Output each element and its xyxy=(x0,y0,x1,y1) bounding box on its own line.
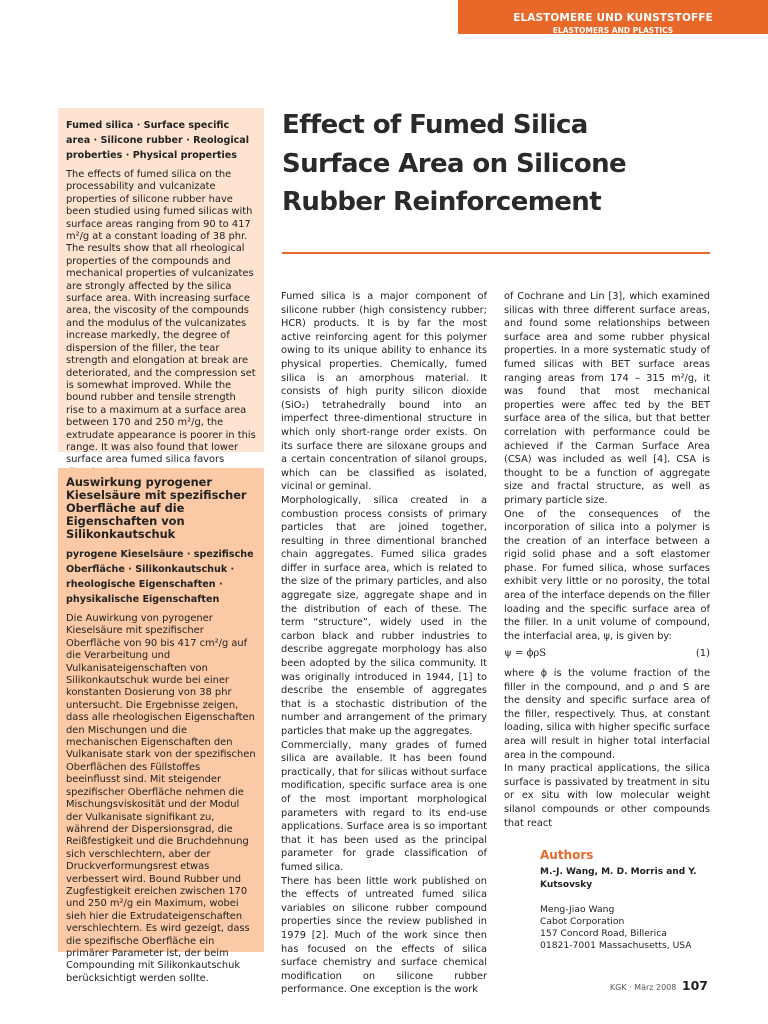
page-number: 107 xyxy=(681,978,708,993)
body-column-2 xyxy=(504,290,710,830)
article-title: Effect of Fumed Silica Surface Area on Silicone Rubber Reinforcement xyxy=(282,110,627,217)
paragraph: Morphologically, silica created in a combustion process consists of primary particles that are joined together, resulting in three dimentional branched chain aggregates. Fumed silica grades differ in surface area, which is related to the size of the primary particles, and also aggregate size, aggregate shape and in the distribution of each of these. The term “structure”, widely used in the carbon black and rubber industries to describe aggregate morphology has also been adopted by the silica community. It was originally introduced in 1944, [1] to describe the ensemble of aggregates that is a stochastic distribution of the number and arrangement of the primary particles that make up the aggregates. xyxy=(281,494,487,737)
address-line: Cabot Corporation xyxy=(540,916,625,927)
paragraph: Fumed silica is a major component of silicone rubber (high consistency rubber; HCR) products. It is by far the most active reinforcing agent for this polymer owing to its unique ability to enhance its physical properties. Chemically, fumed silica is an amorphous material. It consists of high purity silicon dioxide (SiO₂) tetrahedrally bound into an imperfect three-dimentional structure in which only short-range order exists. On its surface there are siloxane groups and a certain concentration of silanol groups, which can be classified as isolated, vicinal or geminal. xyxy=(281,291,487,493)
paragraph: Commercially, many grades of fumed silica are available. It has been found practically, that for silicas without surface modification, specific surface area is one of the most important morphological parameters with regard to its end-use applications. Surface area is so important that it has been used as the principal parameter for grade classification of fumed silica. xyxy=(281,739,487,873)
abstract-box-german xyxy=(58,468,264,984)
address-line: 157 Concord Road, Billerica xyxy=(540,928,667,939)
section-header xyxy=(458,0,768,34)
german-title: Auswirkung pyrogener Kieselsäure mit spezifischer Oberfläche auf die Eigenschaften von Silikonkautschuk xyxy=(66,475,247,541)
paragraph: One of the consequences of the incorporation of silica into a polymer is the creation of an interface between a rigid solid phase and a soft elastomer phase. For fumed silica, whose surfaces exhibit very little or no porosity, the total area of the interface depends on the filler loading and the specific surface area of the filler. In a unit volume of compound, the interfacial area, ψ, is given by: xyxy=(504,508,710,642)
author-address xyxy=(540,904,720,952)
journal-issue: KGK · März 2008 xyxy=(609,983,677,992)
section-subtitle: ELASTOMERS AND PLASTICS xyxy=(552,26,674,35)
paragraph: of Cochrane and Lin [3], which examined silicas with three different surface areas, and found some relationships between surface area and some rubber physical properties. In a more systematic study of fumed silicas with BET surface areas ranging areas from 174 – 315 m²/g, it was found that most mechanical properties were affec ted by the BET surface area of the silica, but that better correlation with performance could be achieved if the Carman Surface Area (CSA) was included as well [4]. CSA is thought to be a function of aggregate size and fractal structure, as well as primary particle size. xyxy=(504,291,710,506)
section-title: ELASTOMERE UND KUNSTSTOFFE xyxy=(513,12,713,24)
equation-number: (1) xyxy=(695,648,710,660)
paragraph: There has been little work published on the effects of untreated fumed silica variables on silicone rubber compound properties since the review published in 1979 [2]. Much of the work since then has focused on the effects of silica surface chemistry and surface chemical modification on silicone rubber performance. One exception is the work xyxy=(281,875,487,996)
address-line: Meng-Jiao Wang xyxy=(540,904,615,915)
paragraph: where ϕ is the volume fraction of the filler in the compound, and ρ and S are the density and specific surface area of the filler, respectively. Thus, at constant loading, silica with higher specific surface area will result in higher total interfacial area in the compound. xyxy=(504,668,710,761)
abstract-german: Die Auwirkung von pyrogener Kieselsäure mit spezifischer Oberfläche von 90 bis 417 cm²/g auf die Verarbeitung und Vulkanisateigenschaften von Silikonkautschuk wurde bei einer konstanten Dosierung von 38 phr untersucht. Die Ergebnisse zeigen, dass alle rheologischen Eigenschaften den Mischungen und die mechanischen Eigenschaften den Vulkanisate stark von der spezifischen Oberflächen des Füllstoffes beeinflusst sind. Mit steigender spezifischer Oberfläche nehmen die Mischungsviskosität und der Modul der Vulkanisate signifikant zu, während der Dispersionsgrad, die Reißfestigkeit und die Bruchdehnung sich verschlechtern, aber der Druckverformungsrest etwas verbessert wird. Bound Rubber und Zugfestigkeit ereichen zwischen 170 und 250 m²/g ein Maximum, wobei sieh hier die Extrudateigenschaften verschlechtern. Es wird gezeigt, dass die spezifische Oberfläche ein primärer Parameter ist, der beim Compounding mit Silikonkautschuk berücksichtigt werden sollte. xyxy=(66,613,256,984)
abstract-english: The effects of fumed silica on the processability and vulcanizate properties of silicone rubber have been studied using fumed silicas with surface areas ranging from 90 to 417 m²/g at a constant loading of 38 phr. The results show that all rheological properties of the compounds and mechanical properties of vulcanizates are strongly affected by the silica surface area. With increasing surface area, the viscosity of the compounds and the modulus of the vulcanizates increase markedly, the degree of dispersion of the filler, the tear strength and elongation at break are deteriorated, and the compression set is somewhat improved. While the bound rubber and tensile strength rise to a maximum at a surface area between 170 and 250 m²/g, the extrudate appearance is poorer in this range. It was also found that lower surface area fumed silica favors xyxy=(66,169,256,466)
equation-formula: ψ = ϕρS xyxy=(504,648,547,660)
abstract-box-english xyxy=(58,108,264,466)
keywords-german: pyrogene Kieselsäure · spezifische Oberfläche · Silikonkautschuk · rheologische Eigenschaften · physikalische Eigenschaften xyxy=(66,549,254,605)
address-line: 01821-7001 Massachusetts, USA xyxy=(540,940,692,951)
page-footer xyxy=(610,978,708,993)
author-names: M.-J. Wang, M. D. Morris and Y. Kutsovsky xyxy=(540,867,697,890)
equation xyxy=(504,647,710,661)
title-divider xyxy=(282,252,710,254)
authors-heading: Authors xyxy=(540,848,594,862)
body-column-1 xyxy=(281,290,487,997)
keywords-english: Fumed silica · Surface specific area · Silicone rubber · Reological proberties · Physical properties xyxy=(66,120,250,161)
paragraph: In many practical applications, the silica surface is passivated by treatment in situ or ex situ with low molecular weight silanol compounds or other compounds that react xyxy=(504,763,710,829)
